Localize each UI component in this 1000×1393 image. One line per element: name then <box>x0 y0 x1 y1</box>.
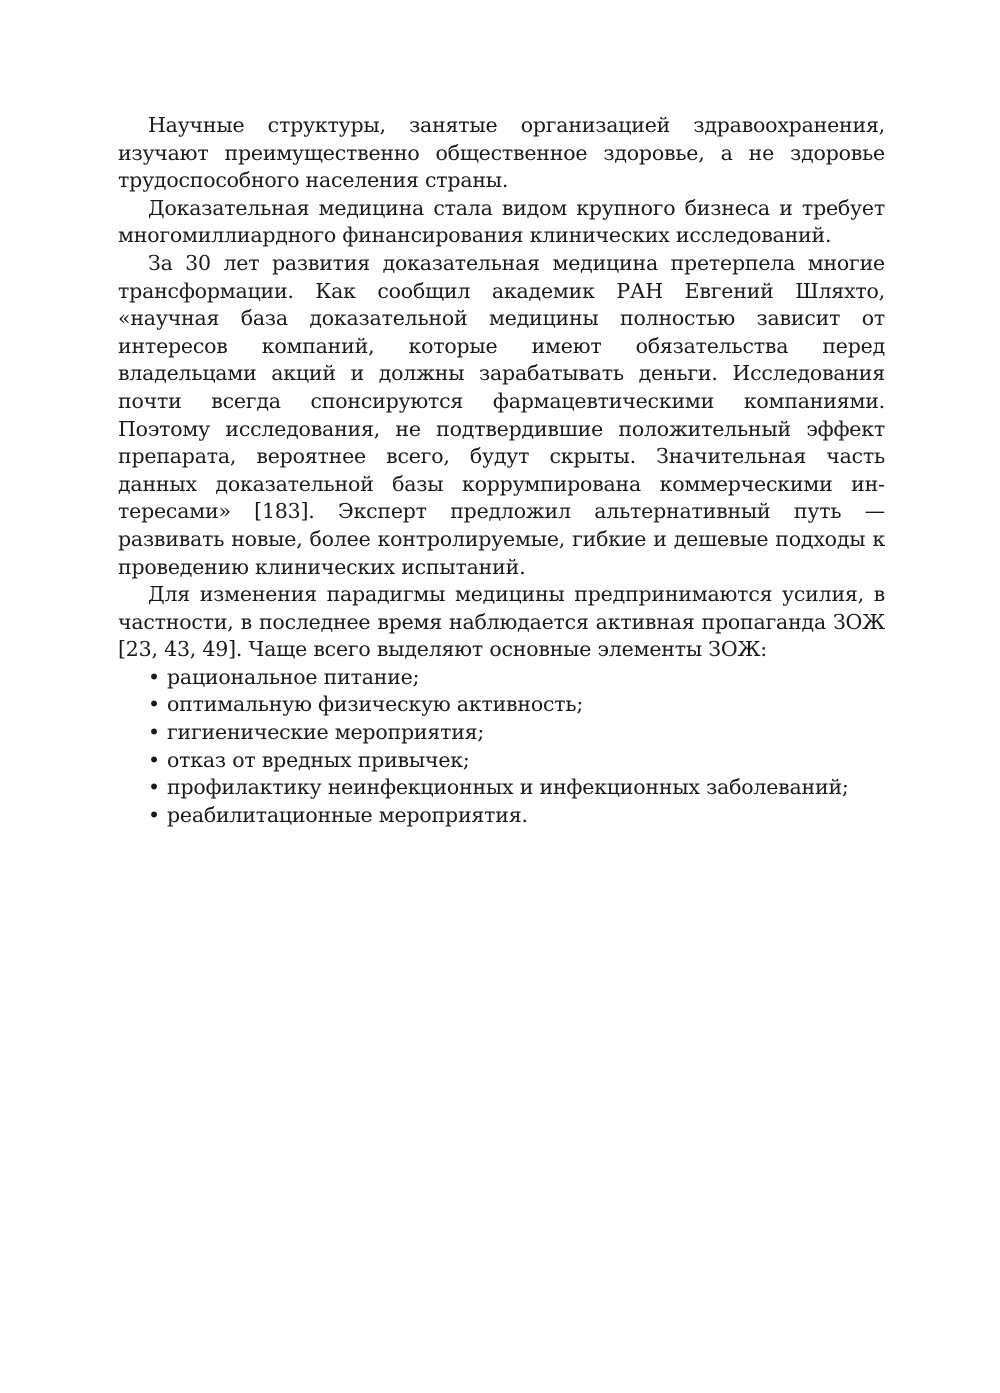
list-item <box>148 774 885 802</box>
list-item <box>148 691 885 719</box>
list-item <box>148 664 885 692</box>
list-item-text: профилактику неинфекционных и инфекционных заболеваний; <box>167 775 849 800</box>
document-page <box>118 112 885 829</box>
healthy-lifestyle-list <box>118 664 885 830</box>
list-item-text: реабилитационные мероприятия. <box>167 802 528 827</box>
list-item-text: оптимальную физическую активность; <box>167 692 584 717</box>
list-item <box>148 747 885 775</box>
list-item-text: рациональное питание; <box>167 664 420 689</box>
list-item <box>148 802 885 830</box>
bullet-icon: • <box>148 802 160 827</box>
paragraph-evidence-transformations: За 30 лет развития доказательная медицина претерпела многие трансформации. Как сообщил академик РАН Евгений Шляхто, «научная база доказательной медицины полностью зависит от интересов компаний, которые имеют обязательства перед владельцами акций и должны зарабатывать деньги. Исследования почти всегда спонсируются фармацевтическими компаниями. Поэтому исследования, не подтвердившие положительный эффект препарата, вероятнее всего, будут скрыты. Значительная часть данных доказательной базы коррумпирована коммерческими интересами» [183]. Эксперт предложил альтернативный путь — развивать новые, более контролируемые, гибкие и дешевые подходы к проведению клинических испытаний. <box>118 250 885 579</box>
list-item-text: отказ от вредных привычек; <box>167 747 470 772</box>
paragraph-research-structures: Научные структуры, занятые организацией здравоохранения, изучают преимущественно общественное здоровье, а не здоровье трудоспособного населения страны. <box>118 113 885 193</box>
paragraph-evidence-business: Доказательная медицина стала видом крупного бизнеса и требует многомиллиардного финансирования клинических исследований. <box>118 195 885 248</box>
list-item-text: гигиенические мероприятия; <box>167 720 485 745</box>
bullet-icon: • <box>148 720 160 745</box>
bullet-icon: • <box>148 692 160 717</box>
bullet-icon: • <box>148 664 160 689</box>
list-item <box>148 719 885 747</box>
bullet-icon: • <box>148 747 160 772</box>
paragraph-paradigm-change: Для изменения парадигмы медицины предпринимаются усилия, в частности, в последнее время наблюдается активная пропаганда ЗОЖ [23, 43, 49]. Чаще всего выделяют основные элементы ЗОЖ: <box>118 582 885 662</box>
bullet-icon: • <box>148 775 160 800</box>
